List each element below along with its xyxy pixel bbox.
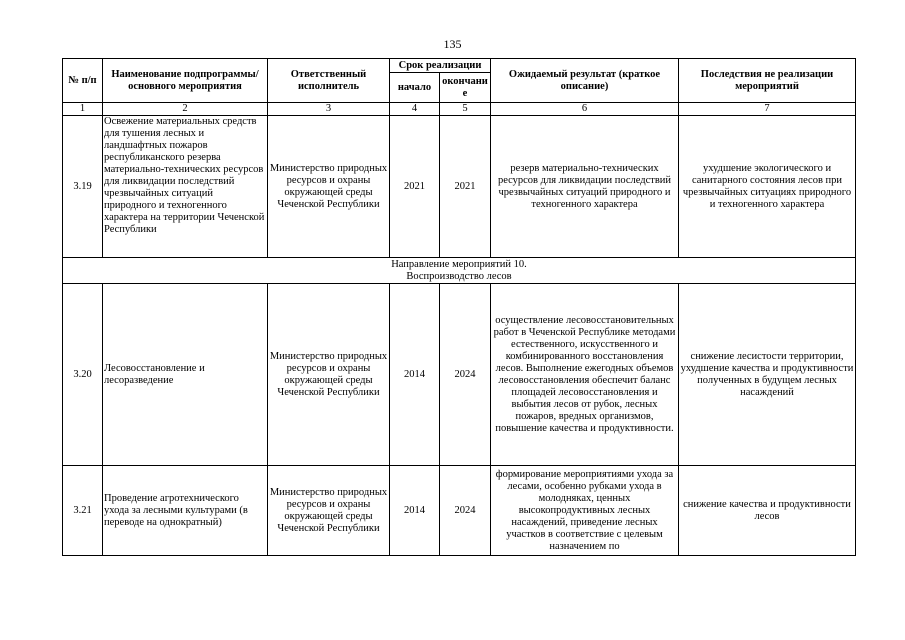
- row-num: 3.20: [63, 284, 103, 466]
- index-cell: 6: [491, 103, 679, 116]
- row-start: 2014: [390, 284, 440, 466]
- header-name: Наименование подпрограммы/ основного мероприятия: [103, 59, 268, 103]
- header-executor: Ответственный исполнитель: [268, 59, 390, 103]
- table-row: [63, 284, 856, 466]
- row-executor: Министерство природных ресурсов и охраны окружающей среды Чеченской Республики: [268, 116, 390, 258]
- index-cell: 5: [440, 103, 491, 116]
- row-end: 2021: [440, 116, 491, 258]
- row-name: Освежение материальных средств для тушения лесных и ландшафтных пожаров республиканского резерва материально-технических ресурсов для ликвидации последствий чрезвычайных ситуаций природного и техногенного характера на территории Чеченской Республики: [103, 116, 268, 258]
- header-num: № п/п: [63, 59, 103, 103]
- row-result: формирование мероприятиями ухода за лесами, особенно рубками ухода в молодняках, ценных высокопродуктивных лесных насаждений, приведение лесных участков в соответствие с целевым назначением по: [491, 466, 679, 556]
- row-start: 2021: [390, 116, 440, 258]
- row-num: 3.21: [63, 466, 103, 556]
- row-executor: Министерство природных ресурсов и охраны окружающей среды Чеченской Республики: [268, 466, 390, 556]
- row-end: 2024: [440, 466, 491, 556]
- index-cell: 1: [63, 103, 103, 116]
- index-cell: 7: [679, 103, 856, 116]
- row-name: Проведение агротехнического ухода за лесными культурами (в переводе на однократный): [103, 466, 268, 556]
- column-index-row: [63, 103, 856, 116]
- index-cell: 3: [268, 103, 390, 116]
- header-end: окончание: [440, 73, 491, 103]
- table-header: [63, 59, 856, 116]
- activities-table: [62, 58, 856, 556]
- row-start: 2014: [390, 466, 440, 556]
- index-cell: 4: [390, 103, 440, 116]
- row-num: 3.19: [63, 116, 103, 258]
- index-cell: 2: [103, 103, 268, 116]
- section-title-line1: Направление мероприятий 10.: [391, 258, 527, 270]
- section-title-line2: Воспроизводство лесов: [406, 270, 512, 282]
- header-consequences: Последствия не реализации мероприятий: [679, 59, 856, 103]
- row-consequences: снижение качества и продуктивности лесов: [679, 466, 856, 556]
- row-result: резерв материально-технических ресурсов для ликвидации последствий чрезвычайных ситуаций природного и техногенного характера: [491, 116, 679, 258]
- row-name: Лесовосстановление и лесоразведение: [103, 284, 268, 466]
- row-consequences: ухудшение экологического и санитарного состояния лесов при чрезвычайных ситуациях природного и техногенного характера: [679, 116, 856, 258]
- row-result: осуществление лесовосстановительных работ в Чеченской Республике методами естественного, искусственного и комбинированного восстановления лесов. Выполнение ежегодных объемов лесовосстановления обеспечит баланс площадей лесовосстановления и выбытия лесов от рубок, лесных пожаров, вредных организмов, повышение качества и продуктивности.: [491, 284, 679, 466]
- table-row: [63, 466, 856, 556]
- header-start: начало: [390, 73, 440, 103]
- header-period: Срок реализации: [390, 59, 491, 73]
- header-result: Ожидаемый результат (краткое описание): [491, 59, 679, 103]
- page-number: 135: [443, 37, 462, 51]
- section-row: [63, 258, 856, 284]
- section-title: [63, 258, 856, 284]
- row-consequences: снижение лесистости территории, ухудшение качества и продуктивности полученных в будущем лесных насаждений: [679, 284, 856, 466]
- table-row: [63, 116, 856, 258]
- row-executor: Министерство природных ресурсов и охраны окружающей среды Чеченской Республики: [268, 284, 390, 466]
- row-end: 2024: [440, 284, 491, 466]
